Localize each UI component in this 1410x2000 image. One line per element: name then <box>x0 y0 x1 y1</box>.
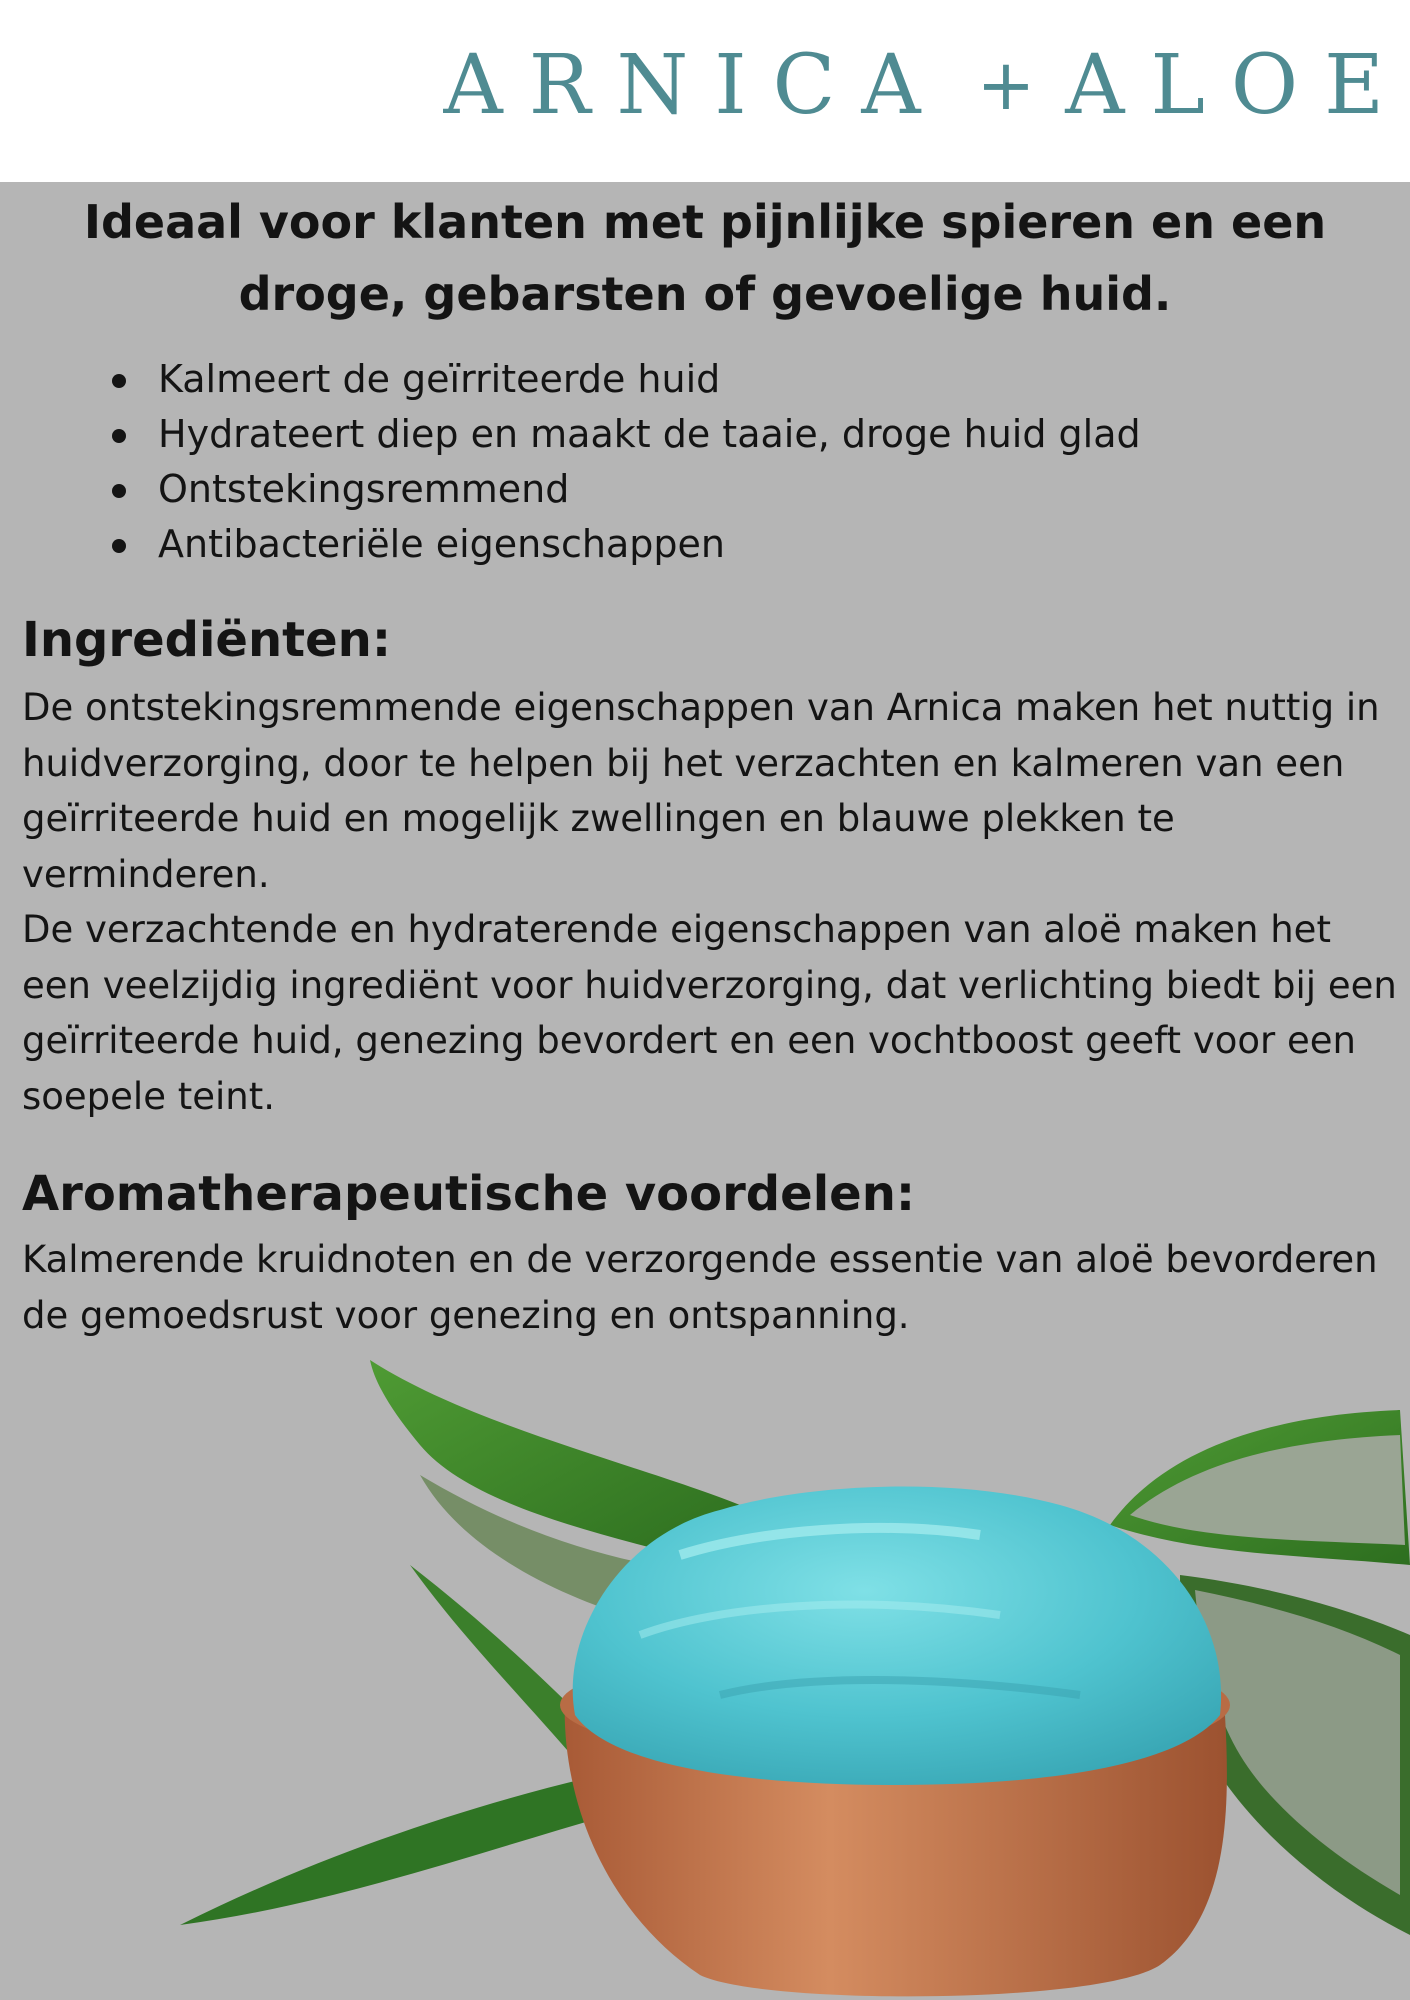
bullet-icon <box>112 484 126 498</box>
brand-word-arnica: ARNICA <box>443 37 947 133</box>
benefit-item <box>110 462 1310 517</box>
ingredients-title: Ingrediënten: <box>22 612 392 668</box>
headline-line-1: Ideaal voor klanten met pijnlijke spieren en een <box>83 195 1327 249</box>
benefit-item <box>110 517 1310 572</box>
page-header <box>0 0 1410 182</box>
benefits-list <box>110 352 1310 572</box>
ingredients-paragraph-aloe: De verzachtende en hydraterende eigenschappen van aloë maken het een veelzijdig ingrediënt voor huidverzorging, dat verlichting biedt bij een geïrriteerde huid, genezing bevordert en een vochtboost geeft voor een soepele teint. <box>22 908 1397 1118</box>
benefit-item <box>110 407 1310 462</box>
ingredients-paragraph-arnica: De ontstekingsremmende eigenschappen van Arnica maken het nuttig in huidverzorging, door te helpen bij het verzachten en kalmeren van een geïrriteerde huid en mogelijk zwellingen en blauwe plekken te verminderen. <box>22 686 1380 896</box>
brand-word-aloe: ALOE <box>1065 37 1410 133</box>
bullet-icon <box>112 429 126 443</box>
benefit-text: Ontstekingsremmend <box>158 467 570 511</box>
aromatherapy-paragraph: Kalmerende kruidnoten en de verzorgende essentie van aloë bevorderen de gemoedsrust voor genezing en ontspanning. <box>22 1238 1378 1337</box>
headline-line-2: droge, gebarsten of gevoelige huid. <box>238 267 1172 321</box>
brand-plus: + <box>976 44 1036 126</box>
brand-logo <box>443 37 1410 133</box>
intro-headline <box>40 186 1370 330</box>
benefit-text: Hydrateert diep en maakt de taaie, droge huid glad <box>158 412 1141 456</box>
benefit-text: Antibacteriële eigenschappen <box>158 522 725 566</box>
bullet-icon <box>112 539 126 553</box>
benefit-text: Kalmeert de geïrriteerde huid <box>158 357 721 401</box>
aromatherapy-title: Aromatherapeutische voordelen: <box>22 1166 916 1222</box>
bullet-icon <box>112 374 126 388</box>
aloe-gel-bowl-image <box>0 1335 1410 2000</box>
benefit-item <box>110 352 1310 407</box>
aloe-leaf-lower-left <box>180 1775 610 1925</box>
